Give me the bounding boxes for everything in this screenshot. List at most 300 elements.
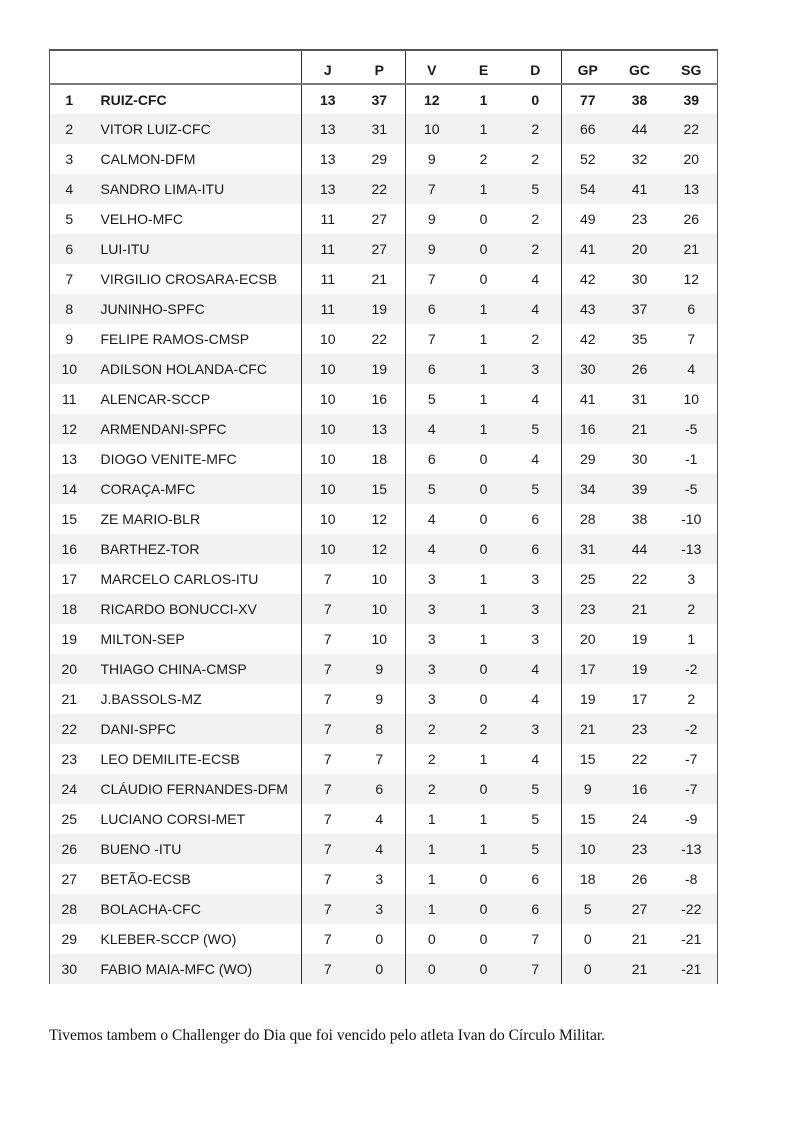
- header-j: J: [302, 50, 354, 84]
- table-row: [50, 624, 718, 654]
- cell-e: 0: [479, 511, 488, 527]
- cell-name: BUENO -ITU: [93, 834, 302, 864]
- cell-j: 7: [302, 624, 354, 654]
- cell-v: 6: [406, 354, 458, 384]
- cell-sg: -13: [666, 534, 718, 564]
- cell-name: SANDRO LIMA-ITU: [93, 174, 302, 204]
- cell-pos: 27: [50, 864, 93, 894]
- cell-sg: 1: [666, 624, 718, 654]
- header-sg: SG: [666, 50, 718, 84]
- table-row: [50, 174, 718, 204]
- cell-j: 7: [302, 924, 354, 954]
- cell-j: 11: [302, 204, 354, 234]
- cell-sg: 12: [666, 264, 718, 294]
- cell-p: 10: [354, 594, 406, 624]
- standings-table: [49, 49, 718, 984]
- cell-pos: 12: [50, 414, 93, 444]
- cell-sg: 21: [666, 234, 718, 264]
- cell-gp: 43: [562, 294, 614, 324]
- cell-v: 10: [406, 114, 458, 144]
- cell-gc: 44: [614, 114, 666, 144]
- cell-pos: 26: [50, 834, 93, 864]
- cell-sg: 26: [666, 204, 718, 234]
- cell-gp: 0: [562, 924, 614, 954]
- cell-gp: 21: [562, 714, 614, 744]
- cell-d: 3: [510, 714, 562, 744]
- table-row: [50, 414, 718, 444]
- cell-v: 4: [406, 414, 458, 444]
- table-row: [50, 384, 718, 414]
- cell-name: CORAÇA-MFC: [93, 474, 302, 504]
- cell-name: BARTHEZ-TOR: [93, 534, 302, 564]
- cell-e: 0: [458, 894, 510, 924]
- cell-v: 2: [406, 774, 458, 804]
- cell-d: 4: [531, 691, 540, 707]
- cell-v: 4: [406, 534, 458, 564]
- cell-v: 6: [406, 444, 458, 474]
- table-row: [50, 924, 718, 954]
- table-row: [50, 264, 718, 294]
- cell-j: 11: [302, 294, 354, 324]
- cell-p: 12: [371, 511, 388, 527]
- cell-p: 8: [354, 714, 406, 744]
- header-pos: [50, 50, 93, 84]
- cell-j: 10: [302, 474, 354, 504]
- cell-gc: 37: [614, 294, 666, 324]
- cell-gp: 54: [562, 174, 614, 204]
- cell-gp: 30: [562, 354, 614, 384]
- cell-gc: 30: [631, 271, 648, 287]
- cell-gc: 23: [614, 834, 666, 864]
- cell-p: 10: [371, 571, 388, 587]
- cell-e: 1: [458, 354, 510, 384]
- cell-pos: 30: [50, 954, 93, 984]
- cell-gp: 41: [562, 234, 614, 264]
- cell-p: 18: [371, 451, 388, 467]
- cell-j: 7: [302, 594, 354, 624]
- cell-sg: -2: [666, 714, 718, 744]
- cell-name: BOLACHA-CFC: [93, 894, 302, 924]
- cell-name: JUNINHO-SPFC: [93, 294, 302, 324]
- cell-pos: 4: [50, 174, 93, 204]
- cell-j: 7: [302, 834, 354, 864]
- cell-name: FABIO MAIA-MFC (WO): [93, 954, 302, 984]
- cell-d: 6: [531, 871, 540, 887]
- cell-sg: 13: [666, 174, 718, 204]
- cell-d: 5: [510, 174, 562, 204]
- cell-v: 12: [406, 84, 458, 114]
- cell-e: 0: [479, 211, 488, 227]
- cell-v: 7: [406, 324, 458, 354]
- cell-v: 7: [406, 264, 458, 294]
- cell-name: DIOGO VENITE-MFC: [100, 451, 237, 467]
- cell-p: 29: [371, 151, 388, 167]
- cell-name: CALMON-DFM: [100, 151, 196, 167]
- cell-pos: 17: [50, 564, 93, 594]
- cell-v: 9: [406, 144, 458, 174]
- cell-name: VIRGILIO CROSARA-ECSB: [100, 271, 278, 287]
- cell-gc: 21: [631, 931, 648, 947]
- cell-gp: 10: [562, 834, 614, 864]
- cell-v: 4: [406, 504, 458, 534]
- cell-j: 7: [302, 864, 354, 894]
- table-row: [50, 444, 718, 474]
- cell-sg: -10: [666, 504, 718, 534]
- cell-pos: 14: [50, 474, 93, 504]
- cell-e: 0: [458, 774, 510, 804]
- cell-gc: 30: [631, 451, 648, 467]
- cell-pos: 23: [50, 744, 93, 774]
- cell-e: 1: [479, 391, 488, 407]
- cell-e: 0: [479, 931, 488, 947]
- cell-gp: 18: [562, 864, 614, 894]
- cell-gc: 20: [614, 234, 666, 264]
- cell-d: 4: [531, 451, 540, 467]
- cell-p: 13: [354, 414, 406, 444]
- cell-j: 10: [302, 414, 354, 444]
- cell-j: 11: [302, 264, 354, 294]
- cell-gp: 77: [562, 84, 614, 114]
- cell-j: 10: [302, 504, 354, 534]
- table-row: [50, 234, 718, 264]
- cell-d: 4: [531, 751, 540, 767]
- table-row: [50, 684, 718, 714]
- cell-j: 7: [302, 714, 354, 744]
- cell-v: 2: [406, 714, 458, 744]
- cell-e: 0: [458, 234, 510, 264]
- cell-p: 0: [354, 954, 406, 984]
- table-row: [50, 534, 718, 564]
- cell-e: 0: [479, 271, 488, 287]
- cell-name: DANI-SPFC: [93, 714, 302, 744]
- cell-p: 4: [354, 834, 406, 864]
- cell-e: 2: [479, 151, 488, 167]
- cell-p: 22: [354, 174, 406, 204]
- cell-gp: 41: [562, 384, 614, 414]
- cell-pos: 5: [50, 204, 93, 234]
- header-gc: GC: [614, 50, 666, 84]
- cell-sg: 2: [666, 594, 718, 624]
- cell-j: 10: [302, 534, 354, 564]
- cell-pos: 3: [50, 144, 93, 174]
- cell-pos: 28: [50, 894, 93, 924]
- cell-j: 10: [302, 324, 354, 354]
- cell-pos: 13: [50, 444, 93, 474]
- cell-j: 10: [302, 354, 354, 384]
- cell-e: 1: [479, 571, 488, 587]
- header-name: [93, 50, 302, 84]
- cell-d: 6: [510, 894, 562, 924]
- cell-j: 11: [302, 234, 354, 264]
- cell-name: MARCELO CARLOS-ITU: [100, 571, 259, 587]
- cell-sg: -1: [666, 444, 718, 474]
- cell-v: 0: [406, 924, 458, 954]
- cell-v: 1: [406, 804, 458, 834]
- table-row: [50, 504, 718, 534]
- cell-pos: 2: [50, 114, 93, 144]
- cell-gp: 15: [562, 744, 614, 774]
- cell-sg: 6: [666, 294, 718, 324]
- cell-d: 0: [531, 91, 540, 108]
- cell-v: 3: [406, 684, 458, 714]
- cell-j: 7: [302, 774, 354, 804]
- cell-pos: 1: [50, 84, 93, 114]
- table-row: [50, 84, 718, 114]
- cell-pos: 11: [50, 384, 93, 414]
- cell-sg: -5: [666, 414, 718, 444]
- cell-gp: 9: [562, 774, 614, 804]
- cell-p: 27: [371, 211, 388, 227]
- cell-name: KLEBER-SCCP (WO): [100, 931, 237, 947]
- cell-gc: 19: [631, 631, 648, 647]
- cell-sg: -13: [666, 834, 718, 864]
- table-row: [50, 354, 718, 384]
- cell-name: LUCIANO CORSI-MET: [100, 811, 246, 827]
- cell-e: 1: [458, 834, 510, 864]
- table-row: [50, 594, 718, 624]
- cell-gc: 38: [631, 91, 648, 108]
- cell-p: 10: [371, 631, 388, 647]
- cell-gc: 23: [631, 211, 648, 227]
- cell-e: 1: [479, 811, 488, 827]
- cell-sg: 2: [666, 684, 718, 714]
- cell-gc: 23: [614, 714, 666, 744]
- table-row: [50, 204, 718, 234]
- table-row: [50, 744, 718, 774]
- table-row: [50, 954, 718, 984]
- cell-gc: 26: [614, 354, 666, 384]
- cell-v: 6: [406, 294, 458, 324]
- cell-pos: 16: [50, 534, 93, 564]
- cell-e: 0: [479, 451, 488, 467]
- cell-d: 3: [531, 631, 540, 647]
- cell-j: 7: [302, 564, 354, 594]
- header-d: D: [510, 50, 562, 84]
- cell-v: 0: [406, 954, 458, 984]
- cell-d: 7: [510, 954, 562, 984]
- cell-sg: 10: [666, 384, 718, 414]
- cell-v: 3: [406, 594, 458, 624]
- cell-d: 6: [531, 511, 540, 527]
- cell-v: 3: [406, 654, 458, 684]
- cell-gc: 16: [614, 774, 666, 804]
- cell-e: 1: [479, 331, 488, 347]
- header-p: P: [354, 50, 406, 84]
- cell-gp: 49: [562, 204, 614, 234]
- cell-d: 2: [510, 234, 562, 264]
- cell-d: 4: [531, 391, 540, 407]
- table-row: [50, 774, 718, 804]
- cell-j: 7: [302, 654, 354, 684]
- cell-name: LEO DEMILITE-ECSB: [100, 751, 240, 767]
- cell-p: 9: [354, 654, 406, 684]
- header-e: E: [458, 50, 510, 84]
- standings-table-container: [49, 49, 718, 984]
- cell-name: CLÁUDIO FERNANDES-DFM: [93, 774, 302, 804]
- cell-name: ZE MARIO-BLR: [100, 511, 201, 527]
- cell-e: 0: [458, 654, 510, 684]
- cell-e: 0: [458, 954, 510, 984]
- cell-p: 31: [354, 114, 406, 144]
- cell-j: 7: [302, 894, 354, 924]
- cell-p: 6: [354, 774, 406, 804]
- cell-p: 7: [375, 751, 384, 767]
- cell-sg: -7: [666, 744, 718, 774]
- cell-sg: 3: [666, 564, 718, 594]
- cell-gc: 22: [631, 751, 648, 767]
- cell-pos: 7: [50, 264, 93, 294]
- cell-gp: 34: [562, 474, 614, 504]
- cell-e: 1: [458, 174, 510, 204]
- cell-j: 13: [302, 114, 354, 144]
- cell-sg: -7: [666, 774, 718, 804]
- cell-j: 13: [302, 144, 354, 174]
- cell-pos: 18: [50, 594, 93, 624]
- cell-e: 0: [479, 871, 488, 887]
- cell-name: J.BASSOLS-MZ: [100, 691, 202, 707]
- cell-p: 22: [371, 331, 388, 347]
- cell-gc: 21: [614, 594, 666, 624]
- cell-gp: 5: [562, 894, 614, 924]
- cell-e: 0: [479, 691, 488, 707]
- cell-v: 9: [406, 204, 458, 234]
- cell-d: 2: [531, 331, 540, 347]
- cell-gp: 42: [562, 264, 614, 294]
- cell-name: MILTON-SEP: [100, 631, 185, 647]
- cell-v: 3: [406, 564, 458, 594]
- cell-j: 10: [302, 384, 354, 414]
- cell-d: 4: [510, 654, 562, 684]
- cell-j: 7: [302, 684, 354, 714]
- cell-name: RICARDO BONUCCI-XV: [93, 594, 302, 624]
- cell-gc: 27: [614, 894, 666, 924]
- cell-gc: 21: [614, 954, 666, 984]
- cell-gp: 17: [562, 654, 614, 684]
- table-row: [50, 714, 718, 744]
- cell-d: 2: [531, 151, 540, 167]
- cell-d: 5: [531, 811, 540, 827]
- cell-gp: 52: [562, 144, 614, 174]
- cell-gp: 19: [562, 684, 614, 714]
- cell-d: 5: [510, 414, 562, 444]
- cell-v: 3: [406, 624, 458, 654]
- table-row: [50, 864, 718, 894]
- table-row: [50, 804, 718, 834]
- cell-v: 5: [406, 384, 458, 414]
- cell-gp: 42: [562, 324, 614, 354]
- cell-sg: 4: [666, 354, 718, 384]
- cell-e: 1: [458, 114, 510, 144]
- cell-p: 37: [371, 91, 388, 108]
- cell-d: 5: [510, 774, 562, 804]
- header-gp: GP: [562, 50, 614, 84]
- cell-e: 0: [458, 534, 510, 564]
- cell-gp: 31: [562, 534, 614, 564]
- cell-name: RUIZ-CFC: [100, 91, 167, 108]
- cell-d: 4: [510, 294, 562, 324]
- cell-p: 12: [354, 534, 406, 564]
- cell-gc: 24: [631, 811, 648, 827]
- cell-gp: 16: [562, 414, 614, 444]
- cell-sg: 7: [666, 324, 718, 354]
- cell-gp: 25: [562, 564, 614, 594]
- cell-p: 0: [375, 931, 384, 947]
- cell-p: 19: [354, 354, 406, 384]
- cell-e: 1: [458, 594, 510, 624]
- cell-e: 1: [479, 91, 488, 108]
- cell-gc: 35: [631, 331, 648, 347]
- cell-p: 9: [375, 691, 384, 707]
- cell-gp: 15: [562, 804, 614, 834]
- table-row: [50, 894, 718, 924]
- cell-p: 3: [375, 871, 384, 887]
- cell-j: 13: [302, 174, 354, 204]
- cell-e: 1: [458, 414, 510, 444]
- cell-pos: 24: [50, 774, 93, 804]
- cell-name: ALENCAR-SCCP: [100, 391, 211, 407]
- cell-p: 15: [354, 474, 406, 504]
- table-row: [50, 654, 718, 684]
- cell-sg: 20: [666, 144, 718, 174]
- cell-pos: 10: [50, 354, 93, 384]
- cell-gp: 29: [562, 444, 614, 474]
- cell-v: 5: [406, 474, 458, 504]
- cell-sg: -21: [666, 924, 718, 954]
- cell-j: 7: [302, 744, 354, 774]
- cell-sg: -9: [666, 804, 718, 834]
- table-row: [50, 564, 718, 594]
- table-row: [50, 294, 718, 324]
- cell-v: 1: [406, 864, 458, 894]
- cell-sg: -8: [666, 864, 718, 894]
- cell-pos: 25: [50, 804, 93, 834]
- table-row: [50, 144, 718, 174]
- cell-p: 16: [371, 391, 388, 407]
- cell-e: 1: [479, 751, 488, 767]
- cell-gp: 0: [562, 954, 614, 984]
- cell-v: 7: [406, 174, 458, 204]
- cell-d: 7: [531, 931, 540, 947]
- cell-sg: -21: [666, 954, 718, 984]
- cell-v: 1: [406, 894, 458, 924]
- cell-j: 7: [302, 954, 354, 984]
- cell-name: FELIPE RAMOS-CMSP: [100, 331, 250, 347]
- cell-pos: 9: [50, 324, 93, 354]
- cell-e: 2: [458, 714, 510, 744]
- table-row: [50, 474, 718, 504]
- cell-d: 3: [510, 594, 562, 624]
- cell-e: 1: [458, 294, 510, 324]
- cell-gc: 22: [631, 571, 648, 587]
- cell-d: 3: [510, 354, 562, 384]
- cell-j: 13: [302, 84, 354, 114]
- cell-name: ARMENDANI-SPFC: [93, 414, 302, 444]
- cell-gc: 41: [614, 174, 666, 204]
- cell-name: VITOR LUIZ-CFC: [93, 114, 302, 144]
- cell-sg: 39: [666, 84, 718, 114]
- cell-sg: -22: [666, 894, 718, 924]
- cell-gc: 19: [614, 654, 666, 684]
- table-row: [50, 324, 718, 354]
- cell-p: 27: [354, 234, 406, 264]
- cell-pos: 8: [50, 294, 93, 324]
- cell-d: 5: [510, 474, 562, 504]
- cell-e: 1: [479, 631, 488, 647]
- cell-pos: 6: [50, 234, 93, 264]
- cell-p: 21: [371, 271, 388, 287]
- table-row: [50, 114, 718, 144]
- cell-name: ADILSON HOLANDA-CFC: [93, 354, 302, 384]
